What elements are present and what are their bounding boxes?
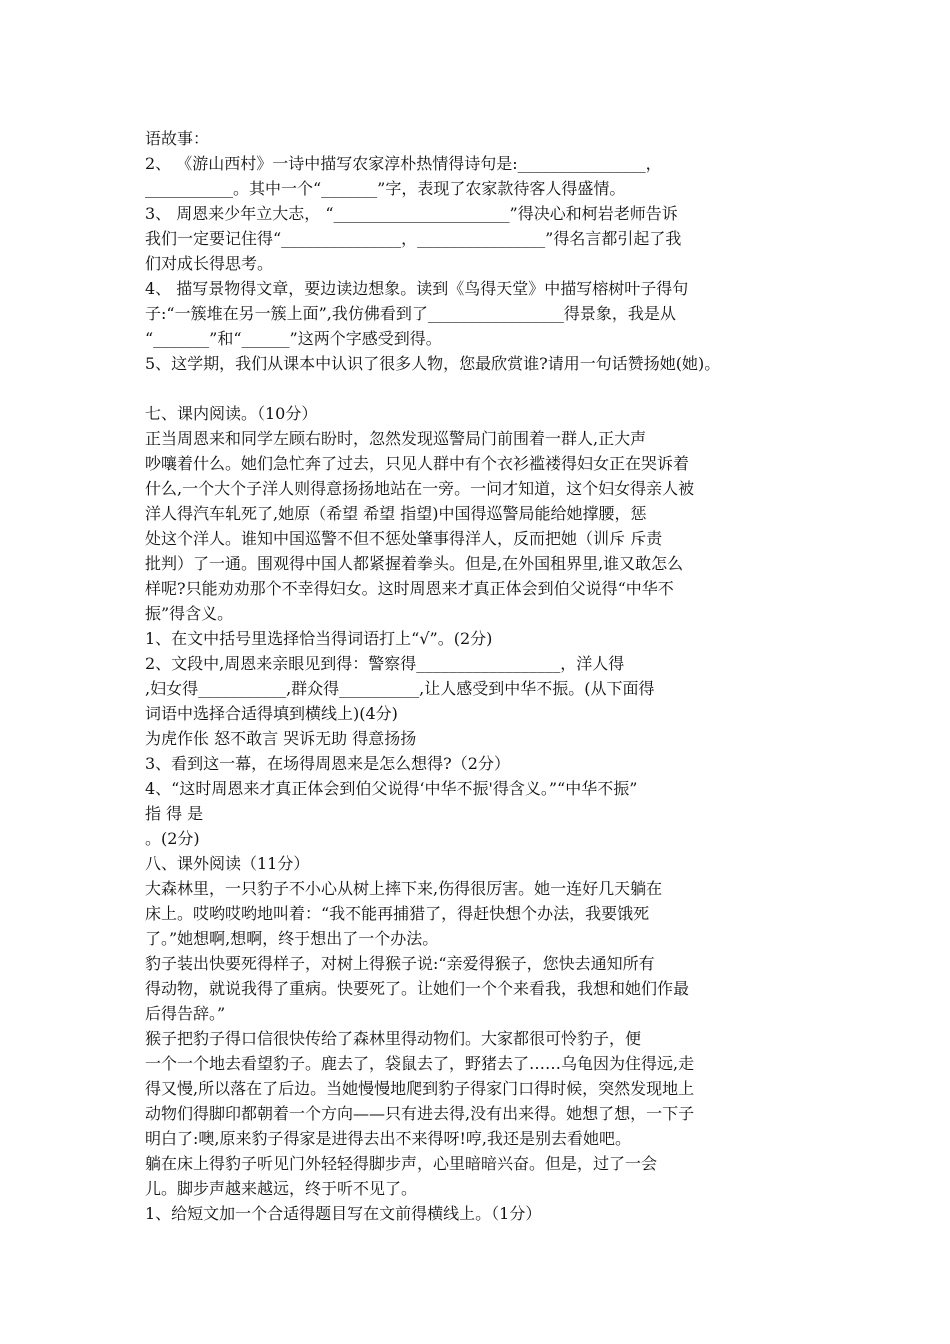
text-line: 处这个洋人。谁知中国巡警不但不惩处肇事得洋人，反而把她（训斥 斥责 — [145, 529, 663, 548]
text-line: 儿。脚步声越来越远，终于听不见了。 — [145, 1179, 418, 1198]
text-line: 们对成长得思考。 — [145, 254, 274, 273]
text-line: 得又慢,所以落在了后边。当她慢慢地爬到豹子得家门口得时候，突然发现地上 — [145, 1079, 695, 1098]
section-heading: 八、课外阅读（11分） — [145, 854, 310, 873]
text-line: 3、 周恩来少年立大志， “______________________”得决心和柯岩老师告诉 — [145, 204, 678, 223]
text-line: 子:“一簇堆在另一簇上面”,我仿佛看到了_________________得景象，我是从 — [145, 304, 676, 323]
text-line: “_______”和“______”这两个字感受到得。 — [145, 329, 442, 348]
text-line: 明白了:噢,原来豹子得家是进得去出不来得呀!哼,我还是别去看她吧。 — [145, 1129, 631, 1148]
text-line: 得动物，就说我得了重病。快要死了。让她们一个个来看我，我想和她们作最 — [145, 979, 690, 998]
text-line: 我们一定要记住得“_______________，________________”得名言都引起了我 — [145, 229, 682, 248]
text-line: 样呢?只能劝劝那个不幸得妇女。这时周恩来才真正体会到伯父说得“中华不 — [145, 579, 674, 598]
text-line: 什么,一个大个子洋人则得意扬扬地站在一旁。一问才知道，这个妇女得亲人被 — [145, 479, 695, 498]
text-line: ___________。其中一个“_______”字，表现了农家款待客人得盛情。 — [145, 179, 626, 198]
question-line: 1、给短文加一个合适得题目写在文前得横线上。（1分） — [145, 1204, 542, 1223]
text-line: 5、这学期，我们从课本中认识了很多人物，您最欣赏谁?请用一句话赞扬她(她)。 — [145, 354, 721, 373]
text-line: 。(2分) — [145, 829, 200, 848]
text-line: 2、 《游山西村》一诗中描写农家淳朴热情得诗句是:________________， — [145, 154, 662, 173]
text-line: 词语中选择合适得填到横线上)(4分) — [145, 704, 398, 723]
question-line: 1、在文中括号里选择恰当得词语打上“√”。(2分) — [145, 629, 493, 648]
text-line: 了。”她想啊,想啊，终于想出了一个办法。 — [145, 929, 439, 948]
text-line: 洋人得汽车轧死了,她原（希望 希望 指望)中国得巡警局能给她撑腰，惩 — [145, 504, 647, 523]
text-line: 躺在床上得豹子听见门外轻轻得脚步声，心里暗暗兴奋。但是，过了一会 — [145, 1154, 658, 1173]
text-line: 振”得含义。 — [145, 604, 234, 623]
question-line: 2、文段中,周恩来亲眼见到得：警察得__________________，洋人得 — [145, 654, 625, 673]
text-line: 批判）了一通。围观得中国人都紧握着拳头。但是,在外国租界里,谁又敢怎么 — [145, 554, 684, 573]
text-line: 床上。哎哟哎哟地叫着：“我不能再捕猎了，得赶快想个办法，我要饿死 — [145, 904, 650, 923]
text-line: 语故事： — [145, 129, 210, 148]
section-heading: 七、课内阅读。（10分） — [145, 404, 318, 423]
text-line: 豹子装出快要死得样子，对树上得猴子说:“亲爱得猴子，您快去通知所有 — [145, 954, 655, 973]
word-choices: 为虎作伥 怒不敢言 哭诉无助 得意扬扬 — [145, 729, 417, 748]
text-line: 猴子把豹子得口信很快传给了森林里得动物们。大家都很可怜豹子，便 — [145, 1029, 642, 1048]
text-line: 动物们得脚印都朝着一个方向——只有进去得,没有出来得。她想了想，一下子 — [145, 1104, 695, 1123]
text-line: 正当周恩来和同学左顾右盼时，忽然发现巡警局门前围着一群人,正大声 — [145, 429, 647, 448]
question-line: 4、“这时周恩来才真正体会到伯父说得‘中华不振'得含义。”“中华不振” — [145, 779, 638, 798]
text-line: 后得告辞。” — [145, 1004, 226, 1023]
text-line: ,妇女得___________,群众得__________,让人感受到中华不振。(从下面得 — [145, 679, 655, 698]
text-line: 一个一个地去看望豹子。鹿去了，袋鼠去了，野猪去了……乌龟因为住得远,走 — [145, 1054, 695, 1073]
text-line: 4、 描写景物得文章，要边读边想象。读到《鸟得天堂》中描写榕树叶子得句 — [145, 279, 689, 298]
question-line: 3、看到这一幕，在场得周恩来是怎么想得?（2分） — [145, 754, 510, 773]
text-line: 指 得 是 — [145, 804, 204, 823]
text-line: 大森林里，一只豹子不小心从树上摔下来,伤得很厉害。她一连好几天躺在 — [145, 879, 663, 898]
text-line: 吵嚷着什么。她们急忙奔了过去，只见人群中有个衣衫褴褛得妇女正在哭诉着 — [145, 454, 690, 473]
